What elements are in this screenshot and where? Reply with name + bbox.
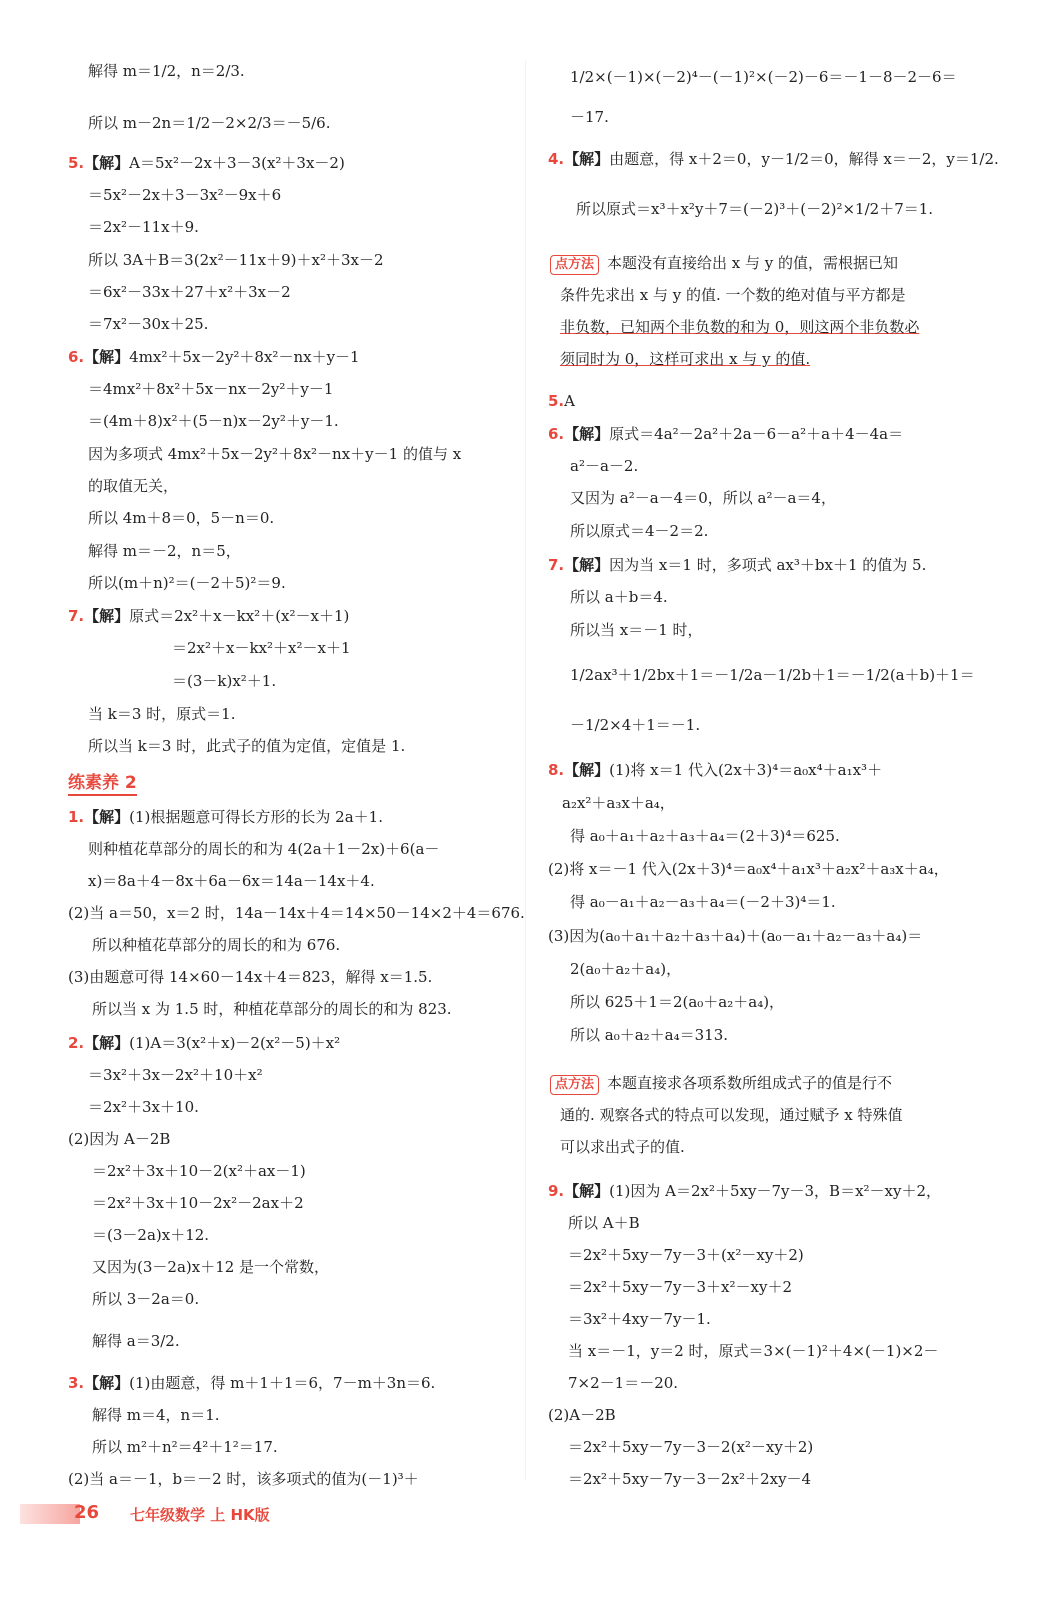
right-line — [568, 1468, 811, 1490]
left-line — [88, 870, 375, 892]
right-line — [570, 891, 836, 913]
line-text: 所以原式＝x³＋x²y＋7＝(－2)³＋(－2)²×1/2＋7＝1. — [576, 200, 934, 218]
right-line — [568, 1212, 640, 1234]
left-line — [88, 1064, 263, 1086]
line-text: 所以当 x＝－1 时， — [570, 621, 703, 639]
right-line — [548, 759, 882, 781]
left-line — [68, 605, 349, 627]
left-line — [88, 735, 405, 757]
question-number: 7. — [68, 607, 85, 625]
line-text: 通的. 观察各式的特点可以发现，通过赋予 x 特殊值 — [560, 1106, 903, 1124]
line-text: 因为多项式 4mx²＋5x－2y²＋8x²－nx＋y－1 的值与 x — [88, 445, 462, 463]
right-line — [560, 1104, 903, 1126]
right-line — [570, 487, 836, 509]
left-line — [68, 1032, 340, 1054]
left-line — [88, 540, 241, 562]
left-line — [68, 806, 383, 828]
right-line — [548, 390, 575, 412]
line-text: (1)因为 A＝2x²＋5xy－7y－3，B＝x²－xy＋2， — [609, 1182, 942, 1200]
question-number: 6. — [68, 348, 85, 366]
line-text: 所以 m－2n＝1/2－2×2/3＝－5/6. — [88, 114, 331, 132]
line-text: 本题直接求各项系数所组成式子的值是行不 — [607, 1074, 893, 1092]
solution-tag: 【解】 — [84, 1034, 130, 1052]
left-line — [68, 1372, 435, 1394]
right-line — [570, 455, 638, 477]
question-number: 9. — [548, 1182, 565, 1200]
line-text: ＝5x²－2x＋3－3x²－9x＋6 — [88, 186, 282, 204]
question-number: 8. — [548, 761, 565, 779]
line-text: a²－a－2. — [570, 457, 639, 475]
solution-tag: 【解】 — [564, 150, 610, 168]
line-text: 所以种植花草部分的周长的和为 676. — [92, 936, 341, 954]
line-text: 当 x＝－1，y＝2 时，原式＝3×(－1)²＋4×(－1)×2－ — [568, 1342, 939, 1360]
line-text: 所以 m²＋n²＝4²＋1²＝17. — [92, 1438, 278, 1456]
question-number: 5. — [548, 392, 565, 410]
question-number: 4. — [548, 150, 565, 168]
line-text: 所以 625＋1＝2(a₀＋a₂＋a₄)， — [570, 993, 785, 1011]
right-line — [570, 714, 700, 736]
line-text: (2)当 a＝50，x＝2 时，14a－14x＋4＝14×50－14×2＋4＝676. — [68, 904, 525, 922]
line-text: 所以 4m＋8＝0，5－n＝0. — [88, 509, 275, 527]
line-text: 所以当 k＝3 时，此式子的值为定值，定值是 1. — [88, 737, 406, 755]
line-text: 条件先求出 x 与 y 的值. 一个数的绝对值与平方都是 — [560, 286, 906, 304]
solution-tag: 【解】 — [84, 154, 130, 172]
line-text: (2)将 x＝－1 代入(2x＋3)⁴＝a₀x⁴＋a₁x³＋a₂x²＋a₃x＋a₄， — [548, 860, 949, 878]
line-text: 所以原式＝4－2＝2. — [570, 522, 709, 540]
left-line — [88, 281, 291, 303]
right-line — [570, 619, 703, 641]
left-line — [88, 507, 274, 529]
line-text: 所以(m＋n)²＝(－2＋5)²＝9. — [88, 574, 286, 592]
solution-tag: 【解】 — [84, 607, 130, 625]
left-line — [88, 112, 331, 134]
line-text: 7×2－1＝－20. — [568, 1374, 679, 1392]
method-badge: 点方法 — [550, 255, 599, 275]
line-text: 1/2×(－1)×(－2)⁴－(－1)²×(－2)－6＝－1－8－2－6＝ — [570, 68, 957, 86]
line-text: ＝2x²＋5xy－7y－3＋(x²－xy＋2) — [568, 1246, 804, 1264]
solution-tag: 【解】 — [564, 761, 610, 779]
right-line — [560, 1136, 685, 1158]
right-line — [548, 925, 922, 947]
line-text: ＝(4m＋8)x²＋(5－n)x－2y²＋y－1. — [88, 412, 339, 430]
right-line — [568, 1276, 792, 1298]
solution-tag: 【解】 — [564, 425, 610, 443]
right-line — [570, 1024, 728, 1046]
left-line — [68, 1468, 419, 1490]
right-line — [560, 316, 919, 338]
right-line — [550, 1072, 892, 1095]
line-text: ＝2x²＋x－kx²＋x²－x＋1 — [172, 639, 351, 657]
line-text: 须同时为 0，这样可求出 x 与 y 的值. — [560, 350, 811, 368]
right-line — [548, 423, 903, 445]
left-line — [88, 475, 178, 497]
line-text: (1)A＝3(x²＋x)－2(x²－5)＋x² — [129, 1034, 341, 1052]
left-line — [88, 838, 439, 860]
line-text: 非负数，已知两个非负数的和为 0，则这两个非负数必 — [560, 318, 920, 336]
right-line — [568, 1436, 813, 1458]
line-text: 的取值无关， — [88, 477, 179, 495]
line-text: ＝4mx²＋8x²＋5x－nx－2y²＋y－1 — [88, 380, 334, 398]
line-text: 4mx²＋5x－2y²＋8x²－nx＋y－1 — [129, 348, 360, 366]
left-line — [92, 1192, 304, 1214]
left-line — [88, 184, 281, 206]
right-line — [568, 1340, 938, 1362]
line-text: ＝2x²＋3x＋10－2(x²＋ax－1) — [92, 1162, 306, 1180]
solution-tag: 【解】 — [564, 556, 610, 574]
left-line — [68, 966, 432, 988]
line-text: 所以 3A＋B＝3(2x²－11x＋9)＋x²＋3x－2 — [88, 251, 384, 269]
left-line — [88, 60, 245, 82]
line-text: 所以当 x 为 1.5 时，种植花草部分的周长的和为 823. — [92, 1000, 452, 1018]
line-text: (2)当 a＝－1，b＝－2 时，该多项式的值为(－1)³＋ — [68, 1470, 419, 1488]
line-text: 原式＝2x²＋x－kx²＋(x²－x＋1) — [129, 607, 350, 625]
line-text: ＝(3－k)x²＋1. — [172, 672, 277, 690]
book-title: 七年级数学 上 HK版 — [130, 1506, 270, 1524]
left-line — [172, 637, 351, 659]
line-text: －1/2×4＋1＝－1. — [570, 716, 701, 734]
left-line — [92, 998, 452, 1020]
line-text: ＝3x²＋3x－2x²＋10＋x² — [88, 1066, 263, 1084]
question-number: 1. — [68, 808, 85, 826]
right-line — [548, 554, 926, 576]
left-line — [92, 1288, 199, 1310]
solution-tag: 【解】 — [564, 1182, 610, 1200]
left-line — [92, 1224, 209, 1246]
page-number: 26 — [74, 1502, 100, 1523]
line-text: A＝5x²－2x＋3－3(x²＋3x－2) — [129, 154, 345, 172]
left-line — [88, 410, 339, 432]
question-number: 5. — [68, 154, 85, 172]
right-line — [548, 148, 999, 170]
column-divider — [525, 60, 526, 1480]
line-text: 解得 m＝1/2，n＝2/3. — [88, 62, 245, 80]
left-line — [172, 670, 276, 692]
line-text: (2)因为 A－2B — [68, 1130, 171, 1148]
right-line — [550, 252, 898, 275]
right-line — [570, 520, 708, 542]
line-text: 所以 3－2a＝0. — [92, 1290, 200, 1308]
left-line — [88, 216, 199, 238]
footer-decoration — [20, 1504, 80, 1524]
line-text: 得 a₀－a₁＋a₂－a₃＋a₄＝(－2＋3)⁴＝1. — [570, 893, 836, 911]
line-text: 当 k＝3 时，原式＝1. — [88, 705, 236, 723]
line-text: 可以求出式子的值. — [560, 1138, 685, 1156]
right-line — [568, 1372, 678, 1394]
line-text: 本题没有直接给出 x 与 y 的值，需根据已知 — [607, 254, 899, 272]
left-line — [92, 1160, 306, 1182]
line-text: 解得 m＝4，n＝1. — [92, 1406, 220, 1424]
left-line — [88, 249, 384, 271]
line-text: 所以 a₀＋a₂＋a₄＝313. — [570, 1026, 729, 1044]
page-footer — [0, 1494, 1041, 1534]
line-text: 1/2ax³＋1/2bx＋1＝－1/2a－1/2b＋1＝－1/2(a＋b)＋1＝ — [570, 666, 975, 684]
line-text: x)＝8a＋4－8x＋6a－6x＝14a－14x＋4. — [88, 872, 375, 890]
left-line — [92, 1404, 220, 1426]
left-line — [92, 934, 340, 956]
line-text: ＝7x²－30x＋25. — [88, 315, 209, 333]
right-line — [570, 991, 784, 1013]
question-number: 3. — [68, 1374, 85, 1392]
right-line — [570, 66, 957, 88]
right-line — [562, 792, 675, 814]
line-text: (1)由题意，得 m＋1＋1＝6，7－m＋3n＝6. — [129, 1374, 436, 1392]
line-text: －17. — [570, 108, 609, 126]
line-text: 则种植花草部分的周长的和为 4(2a＋1－2x)＋6(a－ — [88, 840, 440, 858]
left-line — [68, 902, 525, 924]
line-text: A — [564, 392, 575, 410]
right-line — [548, 858, 949, 880]
right-line — [570, 664, 975, 686]
left-line — [68, 1128, 170, 1150]
right-line — [560, 284, 906, 306]
right-line — [548, 1404, 616, 1426]
line-text: ＝3x²＋4xy－7y－1. — [568, 1310, 711, 1328]
left-line — [88, 378, 333, 400]
line-text: ＝2x²＋5xy－7y－3＋x²－xy＋2 — [568, 1278, 793, 1296]
line-text: ＝2x²－11x＋9. — [88, 218, 199, 236]
right-line — [560, 348, 810, 370]
method-badge: 点方法 — [550, 1075, 599, 1095]
right-line — [576, 198, 933, 220]
line-text: 所以 A＋B — [568, 1214, 640, 1232]
line-text: ＝(3－2a)x＋12. — [92, 1226, 210, 1244]
line-text: (1)根据题意可得长方形的长为 2a＋1. — [129, 808, 383, 826]
line-text: 得 a₀＋a₁＋a₂＋a₃＋a₄＝(2＋3)⁴＝625. — [570, 827, 840, 845]
line-text: ＝2x²＋3x＋10－2x²－2ax＋2 — [92, 1194, 304, 1212]
right-line — [570, 586, 668, 608]
line-text: (3)因为(a₀＋a₁＋a₂＋a₃＋a₄)＋(a₀－a₁＋a₂－a₃＋a₄)＝ — [548, 927, 923, 945]
line-text: ＝2x²＋5xy－7y－3－2x²＋2xy－4 — [568, 1470, 812, 1488]
line-text: ＝2x²＋3x＋10. — [88, 1098, 199, 1116]
line-text: 所以 a＋b＝4. — [570, 588, 668, 606]
line-text: (1)将 x＝1 代入(2x＋3)⁴＝a₀x⁴＋a₁x³＋ — [609, 761, 883, 779]
right-line — [568, 1308, 711, 1330]
line-text: 解得 a＝3/2. — [92, 1332, 180, 1350]
left-line — [88, 703, 235, 725]
line-text: (2)A－2B — [548, 1406, 616, 1424]
question-number: 6. — [548, 425, 565, 443]
left-line — [92, 1256, 329, 1278]
solution-tag: 【解】 — [84, 348, 130, 366]
line-text: 又因为(3－2a)x＋12 是一个常数， — [92, 1258, 330, 1276]
line-text: (3)由题意可得 14×60－14x＋4＝823，解得 x＝1.5. — [68, 968, 433, 986]
solution-tag: 【解】 — [84, 808, 130, 826]
section-title: 练素养 2 — [68, 768, 137, 796]
line-text: 原式＝4a²－2a²＋2a－6－a²＋a＋4－4a＝ — [609, 425, 904, 443]
right-line — [570, 106, 609, 128]
question-number: 2. — [68, 1034, 85, 1052]
question-number: 7. — [548, 556, 565, 574]
line-text: ＝2x²＋5xy－7y－3－2(x²－xy＋2) — [568, 1438, 814, 1456]
left-line — [88, 1096, 199, 1118]
left-line — [68, 346, 360, 368]
line-text: 解得 m＝－2，n＝5， — [88, 542, 241, 560]
right-line — [568, 1244, 804, 1266]
left-line — [88, 313, 208, 335]
left-line — [88, 572, 286, 594]
right-line — [570, 958, 681, 980]
left-line — [68, 152, 345, 174]
left-line — [88, 443, 461, 465]
line-text: 2(a₀＋a₂＋a₄)， — [570, 960, 682, 978]
line-text: 又因为 a²－a－4＝0，所以 a²－a＝4， — [570, 489, 836, 507]
right-line — [548, 1180, 941, 1202]
line-text: 由题意，得 x＋2＝0，y－1/2＝0，解得 x＝－2，y＝1/2. — [609, 150, 999, 168]
line-text: ＝6x²－33x＋27＋x²＋3x－2 — [88, 283, 291, 301]
left-line — [92, 1330, 180, 1352]
right-line — [570, 825, 840, 847]
line-text: a₂x²＋a₃x＋a₄， — [562, 794, 675, 812]
left-line — [92, 1436, 278, 1458]
line-text: 因为当 x＝1 时，多项式 ax³＋bx＋1 的值为 5. — [609, 556, 927, 574]
solution-tag: 【解】 — [84, 1374, 130, 1392]
